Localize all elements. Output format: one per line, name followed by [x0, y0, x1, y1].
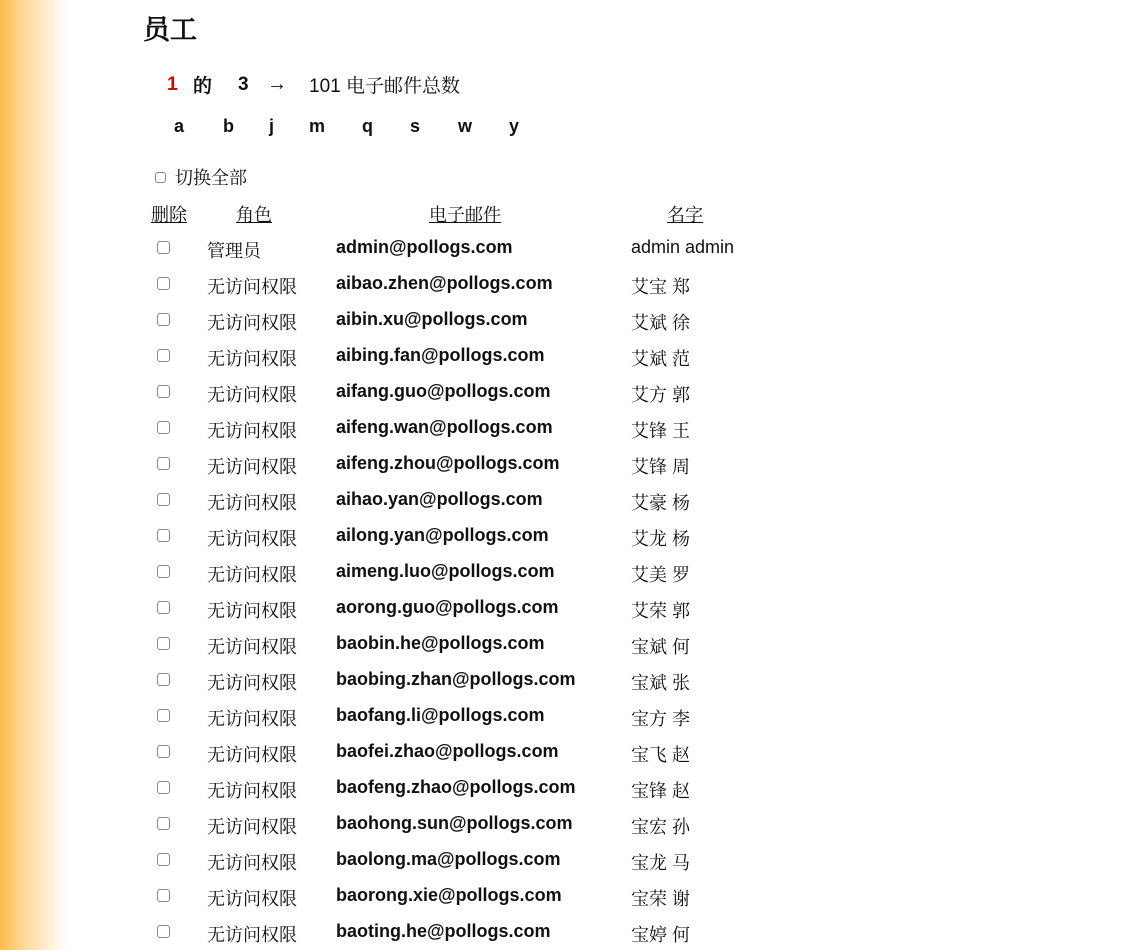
delete-checkbox[interactable]: [157, 529, 170, 542]
toggle-all[interactable]: [155, 164, 247, 190]
table-row: [0, 518, 1143, 554]
column-header-email[interactable]: 电子邮件: [429, 205, 501, 225]
role-cell: 无访问权限: [207, 781, 297, 801]
delete-checkbox[interactable]: [157, 601, 170, 614]
name-cell: 宝荣 谢: [631, 889, 691, 909]
employee-table: [0, 230, 1143, 950]
table-row: [0, 230, 1143, 266]
table-row: [0, 590, 1143, 626]
delete-checkbox[interactable]: [157, 709, 170, 722]
table-row: [0, 878, 1143, 914]
name-cell: 艾豪 杨: [631, 493, 691, 513]
name-cell: 宝婷 何: [631, 925, 691, 945]
email-link[interactable]: baohong.sun@pollogs.com: [336, 813, 573, 833]
total-count: 101 电子邮件总数: [309, 76, 460, 97]
role-cell: 无访问权限: [207, 745, 297, 765]
table-row: [0, 338, 1143, 374]
page-title: 员工: [143, 15, 197, 45]
email-link[interactable]: aifang.guo@pollogs.com: [336, 381, 551, 401]
delete-checkbox[interactable]: [157, 385, 170, 398]
delete-checkbox[interactable]: [157, 925, 170, 938]
table-row: [0, 698, 1143, 734]
name-cell: 艾荣 郭: [631, 601, 691, 621]
delete-checkbox[interactable]: [157, 853, 170, 866]
email-link[interactable]: baofeng.zhao@pollogs.com: [336, 777, 576, 797]
table-row: [0, 806, 1143, 842]
role-cell: 无访问权限: [207, 493, 297, 513]
name-cell: 艾斌 范: [631, 349, 691, 369]
email-link[interactable]: aibao.zhen@pollogs.com: [336, 273, 553, 293]
name-cell: 宝宏 孙: [631, 817, 691, 837]
role-cell: 无访问权限: [207, 565, 297, 585]
role-cell: 无访问权限: [207, 853, 297, 873]
email-link[interactable]: aimeng.luo@pollogs.com: [336, 561, 555, 581]
role-cell: 无访问权限: [207, 313, 297, 333]
total-pages-link[interactable]: 3: [238, 73, 249, 95]
pagination: [167, 71, 460, 98]
name-cell: admin admin: [631, 237, 735, 257]
table-row: [0, 266, 1143, 302]
name-cell: 宝方 李: [631, 709, 691, 729]
role-cell: 无访问权限: [207, 529, 297, 549]
email-link[interactable]: baorong.xie@pollogs.com: [336, 885, 562, 905]
table-row: [0, 770, 1143, 806]
email-link[interactable]: aifeng.zhou@pollogs.com: [336, 453, 560, 473]
role-cell: 管理员: [207, 241, 261, 261]
column-header-name[interactable]: 名字: [667, 205, 703, 225]
role-cell: 无访问权限: [207, 349, 297, 369]
table-row: [0, 662, 1143, 698]
role-cell: 无访问权限: [207, 385, 297, 405]
email-link[interactable]: baoting.he@pollogs.com: [336, 921, 551, 941]
delete-checkbox[interactable]: [157, 817, 170, 830]
delete-checkbox[interactable]: [157, 349, 170, 362]
delete-checkbox[interactable]: [157, 421, 170, 434]
name-cell: 艾斌 徐: [631, 313, 691, 333]
email-link[interactable]: aibin.xu@pollogs.com: [336, 309, 528, 329]
email-link[interactable]: baobin.he@pollogs.com: [336, 633, 545, 653]
name-cell: 宝锋 赵: [631, 781, 691, 801]
table-row: [0, 302, 1143, 338]
email-link[interactable]: ailong.yan@pollogs.com: [336, 525, 549, 545]
letter-link-w[interactable]: w: [458, 116, 473, 136]
letter-link-a[interactable]: a: [174, 116, 185, 136]
table-row: [0, 554, 1143, 590]
delete-checkbox[interactable]: [157, 673, 170, 686]
role-cell: 无访问权限: [207, 889, 297, 909]
table-row: [0, 842, 1143, 878]
email-link[interactable]: aibing.fan@pollogs.com: [336, 345, 545, 365]
delete-checkbox[interactable]: [157, 565, 170, 578]
name-cell: 艾锋 周: [631, 457, 691, 477]
email-link[interactable]: aorong.guo@pollogs.com: [336, 597, 559, 617]
delete-checkbox[interactable]: [157, 277, 170, 290]
name-cell: 宝斌 张: [631, 673, 691, 693]
toggle-all-label: 切换全部: [175, 168, 247, 188]
role-cell: 无访问权限: [207, 457, 297, 477]
name-cell: 宝龙 马: [631, 853, 691, 873]
letter-link-q[interactable]: q: [362, 116, 373, 136]
email-link[interactable]: aihao.yan@pollogs.com: [336, 489, 543, 509]
letter-link-m[interactable]: m: [309, 116, 326, 136]
column-header-delete[interactable]: 删除: [151, 205, 187, 225]
role-cell: 无访问权限: [207, 709, 297, 729]
letter-filter: [174, 116, 519, 137]
delete-checkbox[interactable]: [157, 889, 170, 902]
table-row: [0, 734, 1143, 770]
role-cell: 无访问权限: [207, 601, 297, 621]
letter-link-j[interactable]: j: [269, 116, 275, 136]
table-row: [0, 626, 1143, 662]
role-cell: 无访问权限: [207, 817, 297, 837]
role-cell: 无访问权限: [207, 925, 297, 945]
role-cell: 无访问权限: [207, 673, 297, 693]
current-page: 1: [167, 73, 178, 95]
email-link[interactable]: aifeng.wan@pollogs.com: [336, 417, 553, 437]
table-row: [0, 914, 1143, 950]
name-cell: 艾方 郭: [631, 385, 691, 405]
name-cell: 宝斌 何: [631, 637, 691, 657]
table-row: [0, 410, 1143, 446]
name-cell: 宝飞 赵: [631, 745, 691, 765]
table-row: [0, 374, 1143, 410]
delete-checkbox[interactable]: [157, 637, 170, 650]
email-link[interactable]: baofei.zhao@pollogs.com: [336, 741, 559, 761]
email-link[interactable]: admin@pollogs.com: [336, 237, 513, 257]
letter-link-b[interactable]: b: [223, 116, 234, 136]
delete-checkbox[interactable]: [157, 493, 170, 506]
next-page-arrow-icon[interactable]: →: [267, 73, 287, 95]
role-cell: 无访问权限: [207, 637, 297, 657]
email-link[interactable]: baobing.zhan@pollogs.com: [336, 669, 576, 689]
email-link[interactable]: baofang.li@pollogs.com: [336, 705, 545, 725]
letter-link-y[interactable]: y: [509, 116, 520, 136]
table-row: [0, 446, 1143, 482]
name-cell: 艾龙 杨: [631, 529, 691, 549]
delete-checkbox[interactable]: [157, 313, 170, 326]
name-cell: 艾宝 郑: [631, 277, 691, 297]
delete-checkbox[interactable]: [157, 781, 170, 794]
pager-of-label: 的: [193, 76, 213, 97]
table-row: [0, 482, 1143, 518]
delete-checkbox[interactable]: [157, 745, 170, 758]
toggle-all-checkbox[interactable]: [155, 172, 166, 183]
role-cell: 无访问权限: [207, 421, 297, 441]
email-link[interactable]: baolong.ma@pollogs.com: [336, 849, 561, 869]
role-cell: 无访问权限: [207, 277, 297, 297]
letter-link-s[interactable]: s: [410, 116, 421, 136]
table-header: [0, 201, 1143, 225]
name-cell: 艾锋 王: [631, 421, 691, 441]
delete-checkbox[interactable]: [157, 241, 170, 254]
name-cell: 艾美 罗: [631, 565, 691, 585]
delete-checkbox[interactable]: [157, 457, 170, 470]
column-header-role[interactable]: 角色: [236, 205, 272, 225]
